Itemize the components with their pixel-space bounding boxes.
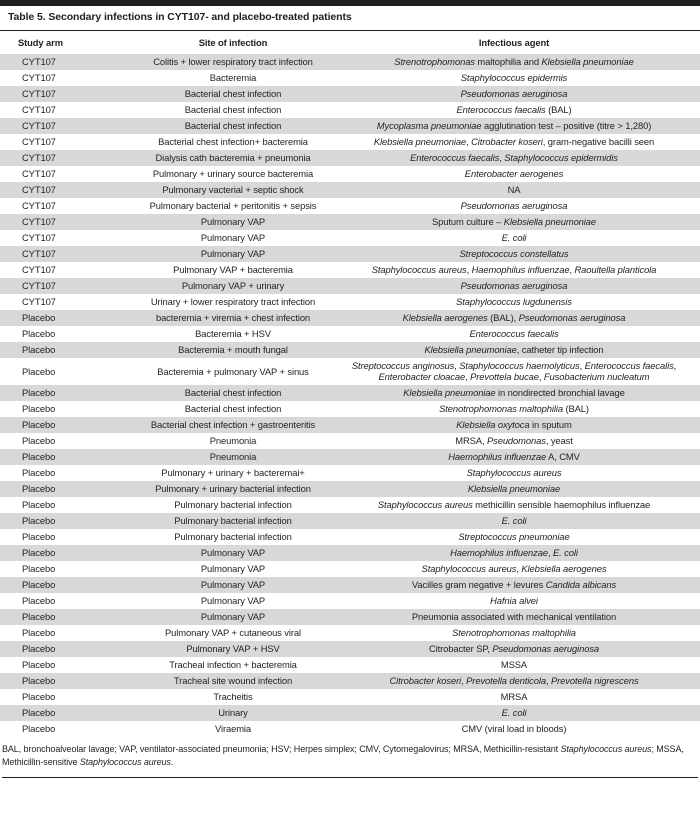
cell-site-of-infection: Pulmonary VAP — [138, 214, 328, 230]
cell-infectious-agent: Klebsiella pneumoniae, catheter tip infection — [328, 342, 700, 358]
cell-study-arm: CYT107 — [0, 118, 138, 134]
page-title: Table 5. Secondary infections in CYT107- and placebo-treated patients — [8, 11, 352, 23]
cell-site-of-infection: Tracheal site wound infection — [138, 673, 328, 689]
table-row — [0, 609, 700, 625]
cell-site-of-infection: Dialysis cath bacteremia + pneumonia — [138, 150, 328, 166]
table-row — [0, 593, 700, 609]
table-row — [0, 689, 700, 705]
table-row — [0, 545, 700, 561]
cell-site-of-infection: Bacterial chest infection — [138, 86, 328, 102]
cell-infectious-agent: Staphylococcus lugdunensis — [456, 295, 572, 307]
table-row — [0, 150, 700, 166]
cell-study-arm: CYT107 — [22, 200, 56, 212]
cell-study-arm: Placebo — [22, 403, 56, 415]
cell-site-of-infection: Pulmonary VAP — [138, 246, 328, 262]
cell-infectious-agent: E. coli — [328, 513, 700, 529]
cell-site-of-infection: Pulmonary VAP + HSV — [138, 641, 328, 657]
table-row — [0, 134, 700, 150]
cell-site-of-infection: Bacterial chest infection — [138, 118, 328, 134]
cell-study-arm: CYT107 — [0, 182, 138, 198]
cell-site-of-infection: Pulmonary vacterial + septic shock — [138, 182, 328, 198]
cell-infectious-agent: Staphylococcus aureus — [466, 467, 562, 479]
table-row — [0, 417, 700, 433]
cell-study-arm: Placebo — [22, 595, 56, 607]
cell-infectious-agent: Staphylococcus epidermis — [460, 72, 568, 84]
table-row — [0, 342, 700, 358]
table-row — [0, 577, 700, 593]
cell-infectious-agent: Haemophilus influenzae A, CMV — [328, 449, 700, 465]
table-row — [0, 641, 700, 657]
cell-infectious-agent: Klebsiella oxytoca in sputum — [328, 417, 700, 433]
cell-study-arm: Placebo — [0, 513, 138, 529]
cell-site-of-infection: Pulmonary bacterial + peritonitis + sepsis — [149, 200, 317, 212]
cell-study-arm: Placebo — [22, 435, 56, 447]
cell-infectious-agent: Enterobacter aerogenes — [464, 168, 564, 180]
cell-infectious-agent: MSSA — [500, 659, 528, 671]
table-row — [0, 625, 700, 641]
cell-site-of-infection: Pulmonary bacterial infection — [138, 513, 328, 529]
cell-site-of-infection: Pulmonary VAP — [200, 595, 266, 607]
cell-study-arm: Placebo — [22, 499, 56, 511]
cell-study-arm: Placebo — [22, 627, 56, 639]
cell-infectious-agent: Vacilles gram negative + levures Candida albicans — [328, 577, 700, 593]
cell-study-arm: CYT107 — [22, 104, 56, 116]
cell-study-arm: CYT107 — [0, 86, 138, 102]
cell-site-of-infection: Pulmonary VAP + urinary — [138, 278, 328, 294]
cell-site-of-infection: Bacterial chest infection — [138, 385, 328, 401]
secondary-infections-table — [0, 31, 700, 737]
cell-site-of-infection: Pulmonary VAP — [200, 232, 266, 244]
column-header-study-arm: Study arm — [18, 37, 63, 48]
table-row — [0, 166, 700, 182]
cell-site-of-infection: Bacteremia + mouth fungal — [138, 342, 328, 358]
cell-infectious-agent: Hafnia alvei — [490, 595, 538, 607]
table-row — [0, 529, 700, 545]
cell-study-arm: Placebo — [0, 577, 138, 593]
footer-rule — [2, 777, 698, 778]
cell-study-arm: Placebo — [0, 449, 138, 465]
table-row — [0, 198, 700, 214]
table-row — [0, 497, 700, 513]
cell-infectious-agent: Klebsiella pneumoniae in nondirected bronchial lavage — [328, 385, 700, 401]
table-row — [0, 705, 700, 721]
cell-site-of-infection: Pulmonary VAP — [138, 609, 328, 625]
cell-infectious-agent: Stenotrophomonas maltophilia — [452, 627, 576, 639]
cell-study-arm: Placebo — [0, 609, 138, 625]
cell-site-of-infection: Bacteremia + pulmonary VAP + sinus — [157, 365, 309, 377]
cell-study-arm: Placebo — [22, 531, 56, 543]
table-title-zone — [0, 6, 700, 28]
table-row — [0, 721, 700, 737]
table-row — [0, 561, 700, 577]
cell-study-arm: CYT107 — [22, 295, 56, 307]
table-row — [0, 214, 700, 230]
cell-infectious-agent: Pneumonia associated with mechanical ventilation — [328, 609, 700, 625]
table-row — [0, 326, 700, 342]
table-row — [0, 385, 700, 401]
cell-study-arm: Placebo — [0, 641, 138, 657]
table-row — [0, 294, 700, 310]
cell-site-of-infection: Pulmonary + urinary bacterial infection — [138, 481, 328, 497]
cell-study-arm: Placebo — [22, 365, 56, 377]
cell-infectious-agent: Streptococcus pneumoniae — [458, 531, 570, 543]
table-header-row — [0, 31, 700, 54]
table-row — [0, 70, 700, 86]
table-row — [0, 465, 700, 481]
cell-site-of-infection: Pulmonary + urinary + bacteremai+ — [161, 467, 305, 479]
table-row — [0, 54, 700, 70]
cell-site-of-infection: Bacterial chest infection+ bacteremia — [158, 136, 308, 148]
cell-infectious-agent: Streptococcus anginosus, Staphylococcus haemolyticus, Enterococcus faecalis, Enterobacter cloacae, Prevottela bucae, Fusobacterium nucleatum — [351, 359, 677, 383]
table-footnote-zone — [0, 737, 700, 778]
cell-study-arm: CYT107 — [22, 263, 56, 275]
table-footnote: BAL, bronchoalveolar lavage; VAP, ventilator-associated pneumonia; HSV; Herpes simplex; CMV, Cytomegalovirus; MRSA, Methicillin-resistant Staphylococcus aureus; MSSA, Methicillin-sensitive Staphylococcus aureus. — [2, 743, 684, 768]
table-row — [0, 102, 700, 118]
cell-study-arm: Placebo — [0, 342, 138, 358]
cell-site-of-infection: Bacteremia — [209, 72, 257, 84]
table-row — [0, 657, 700, 673]
cell-study-arm: CYT107 — [0, 278, 138, 294]
cell-site-of-infection: bacteremia + viremia + chest infection — [138, 310, 328, 326]
cell-site-of-infection: Pulmonary VAP — [200, 563, 266, 575]
cell-site-of-infection: Pulmonary VAP + cutaneous viral — [165, 627, 301, 639]
cell-site-of-infection: Pulmonary bacterial infection — [174, 499, 292, 511]
cell-study-arm: Placebo — [22, 563, 56, 575]
cell-infectious-agent: Staphylococcus aureus, Klebsiella aerogenes — [421, 563, 607, 575]
cell-site-of-infection: Pulmonary + urinary source bacteremia — [152, 168, 314, 180]
cell-study-arm: CYT107 — [22, 232, 56, 244]
table-row — [0, 278, 700, 294]
cell-infectious-agent: Citrobacter koseri, Prevotella denticola, Prevotella nigrescens — [328, 673, 700, 689]
cell-site-of-infection: Urinary + lower respiratory tract infection — [150, 295, 316, 307]
cell-infectious-agent: Klebsiella pneumoniae, Citrobacter koseri, gram-negative bacilli seen — [373, 136, 655, 148]
cell-site-of-infection: Bacterial chest infection + gastroenteritis — [138, 417, 328, 433]
cell-site-of-infection: Viraemia — [214, 722, 252, 734]
table-row — [0, 673, 700, 689]
cell-study-arm: Placebo — [22, 659, 56, 671]
cell-study-arm: Placebo — [0, 385, 138, 401]
cell-infectious-agent: Sputum culture – Klebsiella pneumoniae — [328, 214, 700, 230]
column-header-site-of-infection: Site of infection — [198, 37, 268, 48]
cell-site-of-infection: Tracheitis — [213, 690, 253, 702]
cell-study-arm: Placebo — [0, 481, 138, 497]
cell-site-of-infection: Pneumonia — [138, 449, 328, 465]
cell-infectious-agent: Stenotrophomonas maltophilia (BAL) — [439, 403, 589, 415]
table-row — [0, 401, 700, 417]
cell-site-of-infection: Colitis + lower respiratory tract infection — [138, 54, 328, 70]
cell-study-arm: Placebo — [22, 467, 56, 479]
cell-study-arm: Placebo — [22, 722, 56, 734]
cell-infectious-agent: NA — [328, 182, 700, 198]
cell-infectious-agent: Enterococcus faecalis — [469, 327, 559, 339]
cell-study-arm: CYT107 — [22, 136, 56, 148]
table-header — [0, 31, 700, 54]
table-row — [0, 86, 700, 102]
cell-study-arm: Placebo — [0, 417, 138, 433]
table-row — [0, 358, 700, 385]
cell-infectious-agent: MRSA — [500, 690, 528, 702]
cell-study-arm: Placebo — [22, 690, 56, 702]
cell-infectious-agent: MRSA, Pseudomonas, yeast — [455, 435, 573, 447]
table-row — [0, 310, 700, 326]
cell-site-of-infection: Pulmonary VAP + bacteremia — [173, 263, 293, 275]
cell-infectious-agent: Pseudomonas aeruginosa — [460, 200, 568, 212]
cell-infectious-agent: Pseudomonas aeruginosa — [328, 278, 700, 294]
table-row — [0, 449, 700, 465]
cell-study-arm: CYT107 — [0, 54, 138, 70]
table-row — [0, 513, 700, 529]
table-row — [0, 246, 700, 262]
cell-study-arm: CYT107 — [22, 168, 56, 180]
table-row — [0, 230, 700, 246]
table-row — [0, 262, 700, 278]
cell-study-arm: Placebo — [0, 673, 138, 689]
cell-study-arm: CYT107 — [0, 246, 138, 262]
cell-study-arm: Placebo — [22, 327, 56, 339]
cell-site-of-infection: Pneumonia — [209, 435, 257, 447]
cell-infectious-agent: E. coli — [328, 705, 700, 721]
cell-infectious-agent: Haemophilus influenzae, E. coli — [328, 545, 700, 561]
table-row — [0, 118, 700, 134]
cell-infectious-agent: Staphylococcus aureus, Haemophilus influenzae, Raoultella planticola — [371, 263, 657, 275]
cell-infectious-agent: Enterococcus faecalis, Staphylococcus epidermidis — [328, 150, 700, 166]
cell-site-of-infection: Bacteremia + HSV — [195, 327, 271, 339]
cell-site-of-infection: Pulmonary bacterial infection — [174, 531, 292, 543]
cell-infectious-agent: Pseudomonas aeruginosa — [328, 86, 700, 102]
cell-site-of-infection: Pulmonary VAP — [138, 577, 328, 593]
cell-infectious-agent: Mycoplasma pneumoniae agglutination test – positive (titre > 1,280) — [328, 118, 700, 134]
column-header-infectious-agent: Infectious agent — [478, 37, 550, 48]
table-row — [0, 433, 700, 449]
cell-infectious-agent: Streptococcus constellatus — [328, 246, 700, 262]
cell-site-of-infection: Pulmonary VAP — [138, 545, 328, 561]
cell-site-of-infection: Tracheal infection + bacteremia — [169, 659, 297, 671]
cell-study-arm: Placebo — [0, 545, 138, 561]
table-body — [0, 54, 700, 737]
cell-infectious-agent: CMV (viral load in bloods) — [461, 722, 567, 734]
cell-site-of-infection: Bacterial chest infection — [184, 104, 282, 116]
cell-study-arm: CYT107 — [0, 150, 138, 166]
cell-infectious-agent: Strenotrophomonas maltophilia and Klebsiella pneumoniae — [328, 54, 700, 70]
cell-infectious-agent: Klebsiella pneumoniae — [328, 481, 700, 497]
cell-infectious-agent: Klebsiella aerogenes (BAL), Pseudomonas aeruginosa — [328, 310, 700, 326]
cell-study-arm: CYT107 — [22, 72, 56, 84]
cell-infectious-agent: Staphylococcus aureus methicillin sensible haemophilus influenzae — [377, 499, 651, 511]
cell-study-arm: Placebo — [0, 310, 138, 326]
table-row — [0, 182, 700, 198]
cell-infectious-agent: Citrobacter SP, Pseudomonas aeruginosa — [328, 641, 700, 657]
cell-site-of-infection: Bacterial chest infection — [184, 403, 282, 415]
cell-infectious-agent: E. coli — [501, 232, 527, 244]
cell-infectious-agent: Enterococcus faecalis (BAL) — [456, 104, 572, 116]
cell-study-arm: Placebo — [0, 705, 138, 721]
table-row — [0, 481, 700, 497]
cell-site-of-infection: Urinary — [138, 705, 328, 721]
cell-study-arm: CYT107 — [0, 214, 138, 230]
